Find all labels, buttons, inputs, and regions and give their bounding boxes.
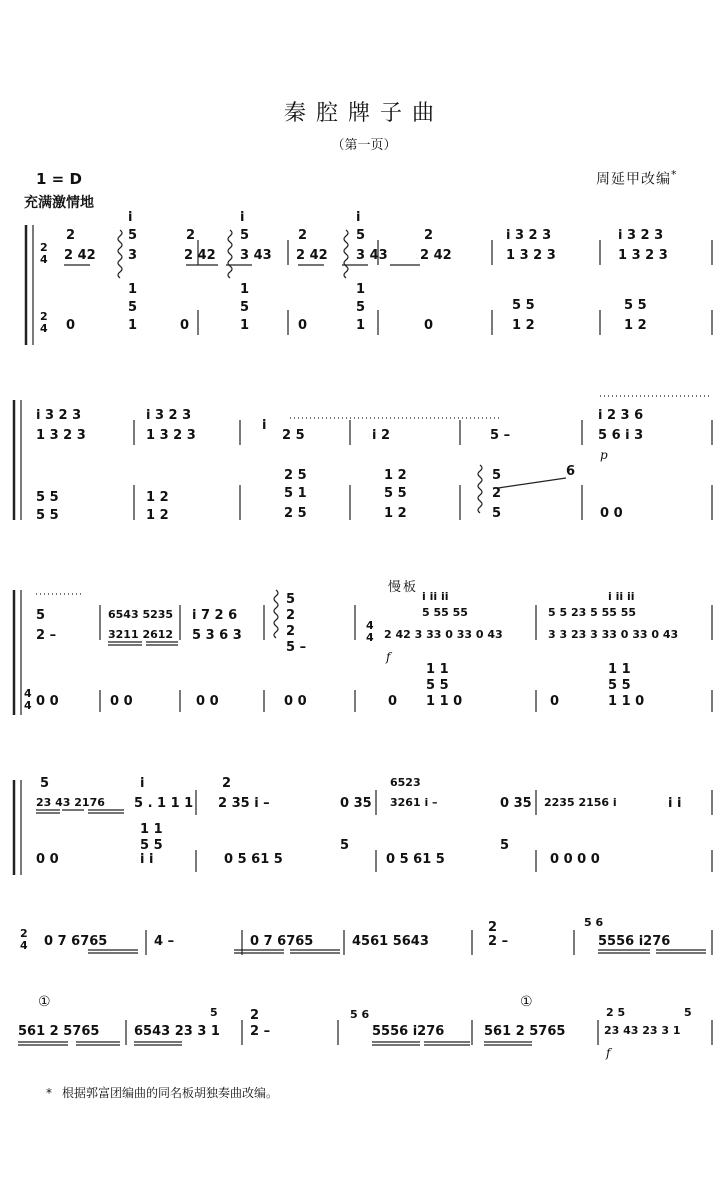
note-mid: 5 (356, 300, 366, 315)
note-group: 4 – (154, 934, 175, 949)
arranger-name: 周延甲改编 (596, 171, 671, 188)
note-main: 0 0 (36, 694, 59, 709)
note-main: 0 5 61 5 (224, 852, 283, 867)
meter-top: 2 (40, 241, 48, 254)
note-top: 5 5 23 5 55 55 (548, 606, 637, 619)
note-group: 561 2 5765 (484, 1024, 566, 1039)
meter-top: 4 (24, 687, 32, 700)
beam-lines (108, 642, 178, 645)
note-group: 23 43 23 3 1 (604, 1024, 681, 1037)
note-mid: 5 5 (426, 678, 449, 693)
note-top: 5 (340, 838, 350, 853)
note-top: 2 (66, 228, 76, 243)
meter-top: 2 (20, 927, 28, 940)
note-main: 5 – (490, 428, 511, 443)
note-mid: 5 5 (608, 678, 631, 693)
note-main: 5 5 (36, 508, 59, 523)
note-top: 1 1 (608, 662, 631, 677)
note-top: 5 (500, 838, 510, 853)
glissando-target-note: 6 (566, 464, 576, 479)
note-top: 6523 (390, 776, 421, 789)
note-main: 5 – (286, 640, 307, 655)
arpeggio-mark (118, 230, 122, 278)
note-main: 2235 2156 i (544, 796, 617, 809)
grace-notes: 5 6 (584, 916, 604, 929)
note-top: i (262, 418, 267, 433)
grace-notes: 5 6 (350, 1008, 370, 1021)
note-top: i ii ii (422, 590, 449, 603)
arpeggio-mark (228, 230, 232, 278)
note-top: i 2 3 6 (598, 408, 644, 423)
note-main: 2 35 i – (218, 796, 270, 811)
note-main: 5 . 1 1 1 (134, 796, 194, 811)
note-main: 2 (286, 624, 296, 639)
note-main: 0 35 (500, 796, 532, 811)
note-main: 1 1 0 (608, 694, 645, 709)
meter-top: 2 (40, 310, 48, 323)
meter-four-four (24, 688, 32, 712)
dotted-extension (36, 396, 712, 594)
note-mid: 5 5 (384, 486, 407, 501)
note-main: 23 43 2176 (36, 796, 105, 809)
note-mid: 5 (240, 228, 250, 243)
note-main: 0 35 (340, 796, 372, 811)
beam-lines (372, 1042, 532, 1045)
note-main: 5 5 (36, 490, 59, 505)
note-top: 2 (298, 228, 308, 243)
note-top: i 7 2 6 (192, 608, 238, 623)
note-main: 0 0 (110, 694, 133, 709)
note-main: 2 42 3 33 0 33 0 43 (384, 628, 503, 641)
note-top: 1 (128, 282, 138, 297)
note-top: 2 (424, 228, 434, 243)
note-main: 1 2 (146, 508, 169, 523)
note-mid: 5 (128, 300, 138, 315)
note-group: 4561 5643 (352, 934, 429, 949)
footnote-text: 根据郭富团编曲的同名板胡独奏曲改编。 (62, 1086, 279, 1100)
note-main: 3 43 (240, 248, 272, 263)
dynamic-forte: f (386, 650, 391, 664)
note-group: 6543 23 3 1 (134, 1024, 220, 1039)
note-top: i 3 2 3 (36, 408, 82, 423)
note-main: 5 6 i 3 (598, 428, 644, 443)
note-group: 561 2 5765 (18, 1024, 100, 1039)
note-main: 1 3 2 3 (618, 248, 668, 263)
arpeggio-mark (478, 465, 482, 513)
note-group: 0 7 6765 (44, 934, 108, 949)
note-main: 1 2 (384, 506, 407, 521)
note-main: 2 42 (420, 248, 452, 263)
note-main: 0 (550, 694, 560, 709)
note-group: 5556 i276 (598, 934, 671, 949)
note-main: 1 3 2 3 (146, 428, 196, 443)
note-top: i (356, 210, 361, 225)
note-main: 1 (356, 318, 366, 333)
note-main: 3 (128, 248, 138, 263)
tempo-change-marking: 慢板 (388, 580, 419, 595)
note-main: 0 5 61 5 (386, 852, 445, 867)
footnote (46, 1084, 278, 1101)
barlines (134, 485, 712, 520)
note-top: 2 5 (284, 468, 307, 483)
note-top: 1 1 (140, 822, 163, 837)
note-top: 2 (222, 776, 232, 791)
note-main: 0 0 0 0 (550, 852, 600, 867)
note-main: 0 0 (36, 852, 59, 867)
beam-lines (18, 1042, 182, 1045)
arpeggio-mark (274, 590, 278, 638)
key-signature: 1 = D (36, 170, 82, 188)
note-group: 0 7 6765 (250, 934, 314, 949)
note-mid: 5 5 (140, 838, 163, 853)
note-top: 1 (356, 282, 366, 297)
footnote-marker: * (46, 1086, 52, 1100)
note-top: 5 5 (624, 298, 647, 313)
meter-bottom: 4 (24, 699, 32, 712)
note-main: 5 (492, 506, 502, 521)
note-top: i (140, 776, 145, 791)
meter-bottom: 4 (40, 322, 48, 335)
note-top: i (240, 210, 245, 225)
note-top: 5 (210, 1006, 218, 1019)
note-top: 2 (488, 920, 498, 935)
note-mid: 5 1 (284, 486, 307, 501)
note-main: 1 2 (512, 318, 535, 333)
note-top: 5 (286, 592, 296, 607)
note-main: i i (140, 852, 154, 867)
note-group: 5556 i276 (372, 1024, 445, 1039)
note-main: 2 42 (184, 248, 216, 263)
note-top: 6543 5235 (108, 608, 174, 621)
note-main: 2 5 (282, 428, 305, 443)
meter-two-four (40, 242, 48, 266)
note-main: 0 0 (600, 506, 623, 521)
beam-lines (36, 810, 124, 813)
note-mid: 2 (492, 486, 502, 501)
note-main: 0 (66, 318, 76, 333)
note-top: i ii ii (608, 590, 635, 603)
note-top: 1 1 (426, 662, 449, 677)
note-mid: 5 (128, 228, 138, 243)
note-main: 5 3 6 3 (192, 628, 242, 643)
glissando-line (498, 478, 566, 488)
marker-circle-one: ① (520, 994, 533, 1010)
note-top: 5 (36, 608, 46, 623)
note-top: 5 5 (512, 298, 535, 313)
note-main: 0 0 (284, 694, 307, 709)
dynamic-piano: p (600, 448, 608, 462)
note-main: 3 3 23 3 33 0 33 0 43 (548, 628, 679, 641)
note-mid: 5 (356, 228, 366, 243)
note-main: 2 42 (64, 248, 96, 263)
arpeggio-mark (344, 230, 348, 278)
meter-bottom: 4 (20, 939, 28, 952)
note-group: 2 – (250, 1024, 271, 1039)
note-main: 0 (180, 318, 190, 333)
note-top: 5 (40, 776, 50, 791)
meter-two-four (40, 311, 48, 335)
note-main: 0 0 (196, 694, 219, 709)
note-main: 3211 2612 (108, 628, 174, 641)
note-top: 5 (492, 468, 502, 483)
meter-top: 4 (366, 619, 374, 632)
note-top: i 2 (372, 428, 391, 443)
tempo-marking: 充满激情地 (24, 195, 94, 211)
note-top: 2 (186, 228, 196, 243)
note-top: 2 (250, 1008, 260, 1023)
note-main: 2 5 (284, 506, 307, 521)
note-main: 0 (424, 318, 434, 333)
meter-bottom: 4 (366, 631, 374, 644)
note-top: 1 (240, 282, 250, 297)
note-main: 1 3 2 3 (506, 248, 556, 263)
note-mid: 5 (240, 300, 250, 315)
beam-lines (88, 950, 340, 953)
note-main: 1 1 0 (426, 694, 463, 709)
note-main: 1 3 2 3 (36, 428, 86, 443)
note-top: 5 55 55 (422, 606, 468, 619)
meter-bottom: 4 (40, 253, 48, 266)
note-main: i i (668, 796, 682, 811)
meter-four-four (366, 620, 374, 644)
note-top: 5 (684, 1006, 692, 1019)
beam-lines (598, 950, 706, 953)
barlines (196, 790, 712, 815)
meter-two-four (20, 928, 28, 952)
marker-circle-one: ① (38, 994, 51, 1010)
note-top: 1 2 (384, 468, 407, 483)
note-group: 2 – (488, 934, 509, 949)
dynamic-forte: f (606, 1046, 611, 1060)
note-top: i 3 2 3 (618, 228, 664, 243)
note-top: i 3 2 3 (146, 408, 192, 423)
page-label: （第一页） (331, 138, 397, 153)
note-top: 2 5 (606, 1006, 626, 1019)
note-main: 0 (298, 318, 308, 333)
note-main: 2 – (36, 628, 57, 643)
note-main: 0 (388, 694, 398, 709)
note-main: 1 2 (146, 490, 169, 505)
note-main: 1 2 (624, 318, 647, 333)
note-main: 2 42 (296, 248, 328, 263)
note-main: 1 (240, 318, 250, 333)
arranger-footnote-mark: * (671, 168, 678, 181)
piece-title: 秦腔牌子曲 (283, 101, 444, 126)
note-top: 2 (286, 608, 296, 623)
note-main: 3261 i – (390, 796, 438, 809)
note-top: i 3 2 3 (506, 228, 552, 243)
note-top: i (128, 210, 133, 225)
note-main: 1 (128, 318, 138, 333)
note-main: 3 43 (356, 248, 388, 263)
